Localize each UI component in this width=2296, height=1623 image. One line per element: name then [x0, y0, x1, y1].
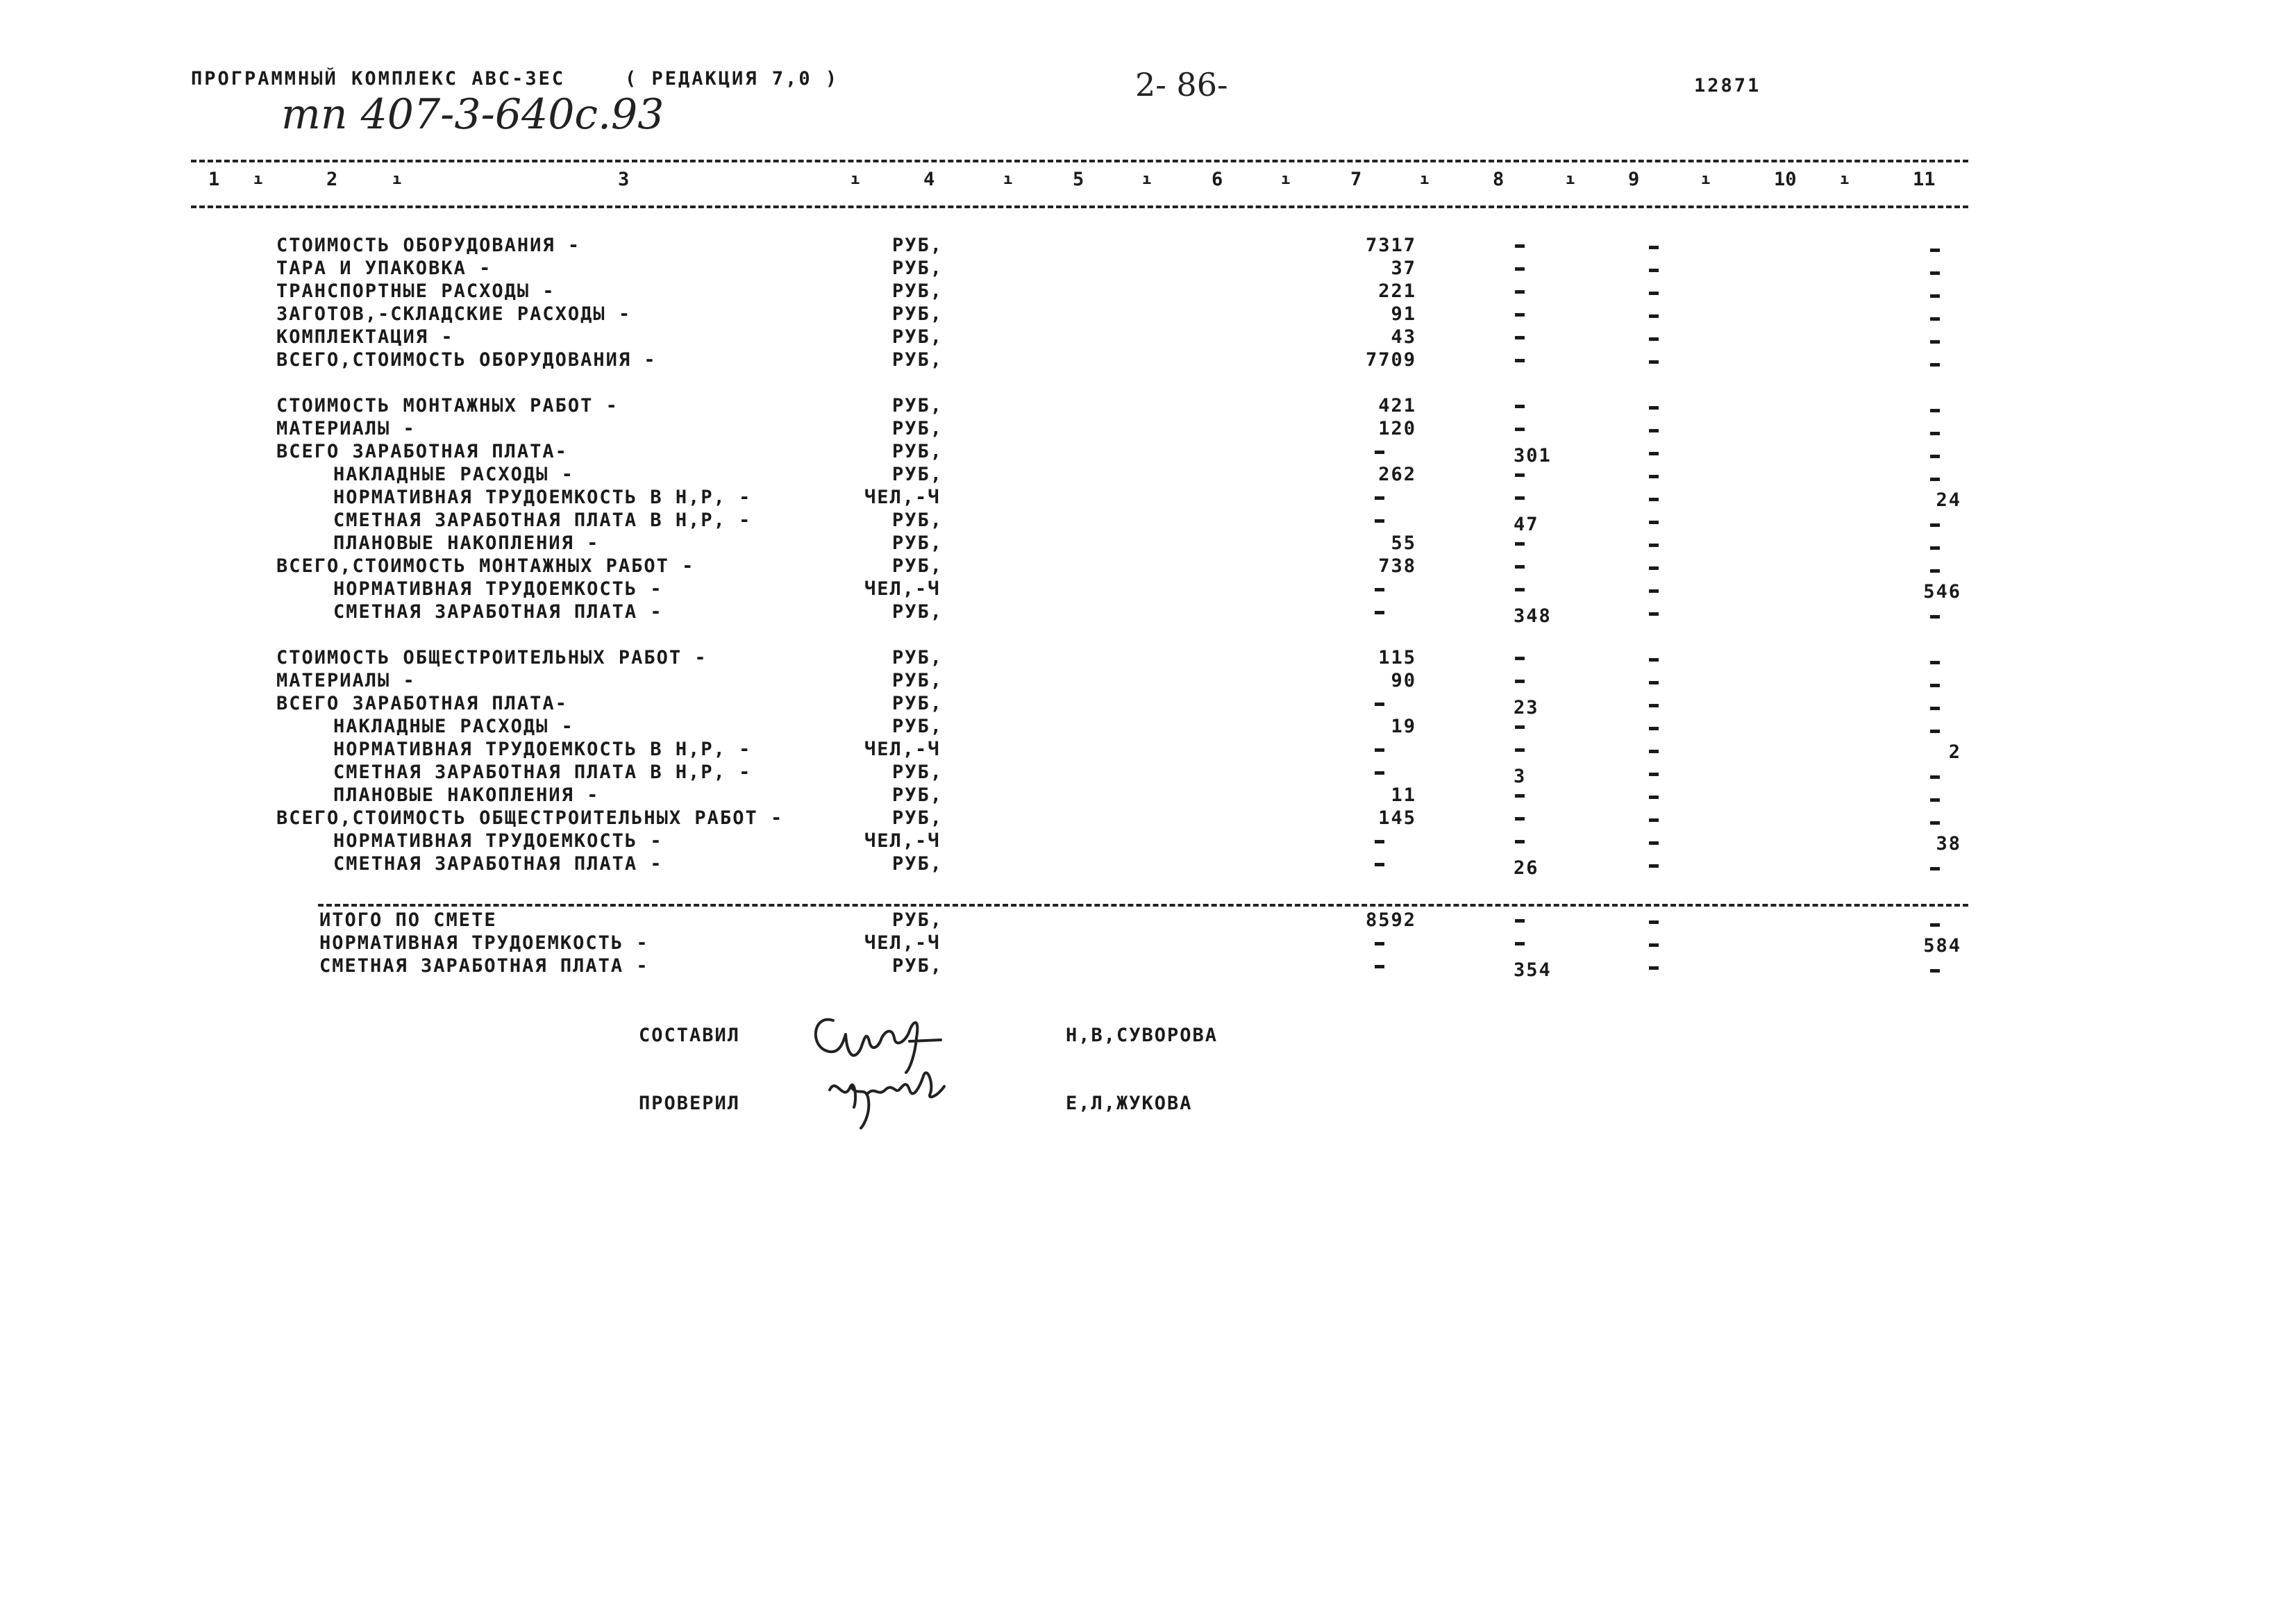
row-label: СТОИМОСТЬ МОНТАЖНЫХ РАБОТ -	[276, 395, 619, 417]
row-label: НАКЛАДНЫЕ РАСХОДЫ -	[333, 464, 574, 485]
cell-col7: 7709	[1365, 349, 1416, 371]
row-unit: РУБ,	[892, 716, 944, 737]
row-label: СТОИМОСТЬ ОБЩЕСТРОИТЕЛЬНЫХ РАБОТ -	[276, 647, 707, 668]
dash-col11	[1930, 969, 1940, 973]
column-header-6: 6	[1212, 169, 1223, 190]
row-unit: ЧЕЛ,-Ч	[864, 578, 941, 600]
row-unit: РУБ,	[892, 784, 944, 806]
dash-col11	[1930, 294, 1940, 298]
cell-col7: 115	[1378, 647, 1416, 668]
cell-col7: 8592	[1365, 909, 1416, 931]
compiled-label: СОСТАВИЛ	[639, 1025, 741, 1046]
dash-col8	[1515, 290, 1525, 294]
dash-col9	[1649, 246, 1659, 249]
dash-col11	[1930, 684, 1940, 687]
row-label: ВСЕГО,СТОИМОСТЬ ОБЩЕСТРОИТЕЛЬНЫХ РАБОТ -	[276, 807, 784, 829]
cell-col7: 421	[1378, 395, 1416, 417]
cell-col8: 301	[1514, 445, 1552, 466]
checked-name: Е,Л,ЖУКОВА	[1066, 1093, 1193, 1114]
cell-col7: 738	[1378, 555, 1416, 577]
row-label: НОРМАТИВНАЯ ТРУДОЕМКОСТЬ В Н,Р, -	[333, 487, 752, 508]
dash-col11	[1930, 730, 1940, 733]
row-unit: РУБ,	[892, 395, 944, 417]
dash-col7	[1375, 748, 1384, 752]
row-unit: РУБ,	[892, 762, 944, 783]
row-unit: РУБ,	[892, 955, 944, 977]
dash-col11	[1930, 923, 1940, 927]
dash-col8	[1515, 359, 1525, 362]
dash-col9	[1649, 864, 1659, 868]
dash-col8	[1515, 817, 1525, 821]
row-label: ПЛАНОВЫЕ НАКОПЛЕНИЯ -	[333, 532, 600, 554]
row-label: МАТЕРИАЛЫ -	[276, 418, 416, 439]
column-separator: ı	[253, 171, 263, 188]
row-label: ПЛАНОВЫЕ НАКОПЛЕНИЯ -	[333, 784, 600, 806]
row-unit: РУБ,	[892, 303, 944, 325]
cell-col11: 2	[1948, 741, 1961, 763]
dash-col8	[1515, 313, 1525, 317]
dash-col11	[1930, 478, 1940, 481]
column-header-10: 10	[1774, 169, 1797, 190]
row-unit: РУБ,	[892, 464, 944, 485]
row-unit: РУБ,	[892, 280, 944, 302]
dash-col9	[1649, 818, 1659, 822]
cell-col7: 43	[1391, 326, 1416, 348]
dash-col7	[1375, 942, 1384, 945]
dash-col7	[1375, 611, 1384, 614]
row-label: СМЕТНАЯ ЗАРАБОТНАЯ ПЛАТА -	[319, 955, 649, 977]
row-label: КОМПЛЕКТАЦИЯ -	[276, 326, 454, 348]
row-unit: РУБ,	[892, 909, 944, 931]
edition-label: ( РЕДАКЦИЯ 7,0 )	[625, 68, 839, 90]
column-header-7: 7	[1350, 169, 1362, 190]
dash-col11	[1930, 455, 1940, 458]
column-separator: ı	[1420, 171, 1430, 188]
dash-col8	[1515, 267, 1525, 271]
cell-col8: 348	[1514, 605, 1552, 627]
row-label: СМЕТНАЯ ЗАРАБОТНАЯ ПЛАТА В Н,Р, -	[333, 762, 752, 783]
dash-col11	[1930, 707, 1940, 710]
header-rule-top	[191, 160, 1968, 162]
dash-col9	[1649, 943, 1659, 947]
cell-col7: 91	[1391, 303, 1416, 325]
dash-col9	[1649, 750, 1659, 753]
cell-col8: 354	[1514, 959, 1552, 981]
row-label: НОРМАТИВНАЯ ТРУДОЕМКОСТЬ -	[333, 578, 663, 600]
dash-col11	[1930, 409, 1940, 412]
cell-col7: 19	[1391, 716, 1416, 737]
row-unit: РУБ,	[892, 555, 944, 577]
dash-col7	[1375, 496, 1384, 500]
dash-col11	[1930, 523, 1940, 527]
dash-col8	[1515, 680, 1525, 683]
row-label: СМЕТНАЯ ЗАРАБОТНАЯ ПЛАТА -	[333, 853, 663, 875]
dash-col9	[1649, 681, 1659, 684]
dash-col9	[1649, 269, 1659, 272]
column-separator: ı	[1142, 171, 1152, 188]
row-unit: РУБ,	[892, 326, 944, 348]
program-title: ПРОГРАММНЫЙ КОМПЛЕКС АВС-3ЕС	[191, 68, 566, 90]
row-label: ИТОГО ПО СМЕТЕ	[319, 909, 497, 931]
cell-col7: 262	[1378, 464, 1416, 485]
row-label: ВСЕГО ЗАРАБОТНАЯ ПЛАТА-	[276, 693, 568, 714]
column-header-1: 1	[208, 169, 220, 190]
dash-col8	[1515, 565, 1525, 569]
dash-col9	[1649, 966, 1659, 970]
row-label: ВСЕГО ЗАРАБОТНАЯ ПЛАТА-	[276, 441, 568, 462]
column-header-2: 2	[326, 169, 338, 190]
cell-col8: 23	[1514, 697, 1539, 718]
column-separator: ı	[1281, 171, 1291, 188]
dash-col11	[1930, 249, 1940, 252]
column-header-9: 9	[1628, 169, 1640, 190]
header-rule-bottom	[191, 205, 1968, 208]
row-label: ЗАГОТОВ,-СКЛАДСКИЕ РАСХОДЫ -	[276, 303, 632, 325]
row-unit: ЧЕЛ,-Ч	[864, 932, 941, 954]
checked-label: ПРОВЕРИЛ	[639, 1093, 741, 1114]
dash-col7	[1375, 519, 1384, 523]
dash-col7	[1375, 588, 1384, 591]
row-label: ВСЕГО,СТОИМОСТЬ МОНТАЖНЫХ РАБОТ -	[276, 555, 695, 577]
dash-col9	[1649, 612, 1659, 616]
row-unit: РУБ,	[892, 258, 944, 279]
row-unit: РУБ,	[892, 349, 944, 371]
column-separator: ı	[1701, 171, 1711, 188]
column-separator: ı	[1840, 171, 1850, 188]
column-header-4: 4	[923, 169, 935, 190]
cell-col8: 3	[1514, 766, 1527, 787]
cell-col7: 90	[1391, 670, 1416, 691]
cell-col8: 26	[1514, 857, 1539, 879]
dash-col11	[1930, 317, 1940, 321]
row-label: НОРМАТИВНАЯ ТРУДОЕМКОСТЬ -	[333, 830, 663, 852]
cell-col11: 38	[1936, 833, 1961, 855]
cell-col11: 24	[1936, 489, 1961, 511]
doc-code: 12871	[1694, 75, 1761, 96]
dash-col9	[1649, 727, 1659, 730]
dash-col9	[1649, 452, 1659, 455]
row-unit: РУБ,	[892, 235, 944, 256]
dash-col7	[1375, 840, 1384, 843]
column-separator: ı	[850, 171, 860, 188]
cell-col7: 145	[1378, 807, 1416, 829]
row-label: МАТЕРИАЛЫ -	[276, 670, 416, 691]
row-unit: ЧЕЛ,-Ч	[864, 830, 941, 852]
column-header-11: 11	[1913, 169, 1936, 190]
cell-col7: 120	[1378, 418, 1416, 439]
row-unit: РУБ,	[892, 601, 944, 623]
dash-col11	[1930, 546, 1940, 550]
row-unit: РУБ,	[892, 807, 944, 829]
row-label: СМЕТНАЯ ЗАРАБОТНАЯ ПЛАТА В Н,Р, -	[333, 510, 752, 531]
cell-col11: 546	[1923, 581, 1961, 603]
dash-col8	[1515, 794, 1525, 798]
column-separator: ı	[1003, 171, 1013, 188]
dash-col9	[1649, 544, 1659, 547]
column-separator: ı	[392, 171, 402, 188]
dash-col7	[1375, 451, 1384, 454]
dash-col11	[1930, 569, 1940, 573]
dash-col8	[1515, 473, 1525, 477]
dash-col8	[1515, 942, 1525, 945]
dash-col9	[1649, 337, 1659, 341]
dash-col8	[1515, 496, 1525, 500]
row-unit: ЧЕЛ,-Ч	[864, 487, 941, 508]
cell-col7: 11	[1391, 784, 1416, 806]
totals-rule	[318, 904, 1968, 907]
dash-col9	[1649, 429, 1659, 432]
cell-col8: 47	[1514, 514, 1539, 535]
dash-col8	[1515, 336, 1525, 339]
dash-col9	[1649, 796, 1659, 799]
row-unit: РУБ,	[892, 441, 944, 462]
row-unit: РУБ,	[892, 647, 944, 668]
dash-col11	[1930, 271, 1940, 275]
dash-col8	[1515, 657, 1525, 660]
dash-col9	[1649, 920, 1659, 924]
dash-col8	[1515, 244, 1525, 248]
dash-col9	[1649, 406, 1659, 410]
dash-col8	[1515, 748, 1525, 752]
dash-col9	[1649, 314, 1659, 318]
dash-col9	[1649, 475, 1659, 478]
dash-col11	[1930, 775, 1940, 779]
dash-col8	[1515, 405, 1525, 408]
dash-col9	[1649, 704, 1659, 707]
row-unit: РУБ,	[892, 670, 944, 691]
dash-col11	[1930, 798, 1940, 802]
column-header-8: 8	[1493, 169, 1505, 190]
cell-col7: 37	[1391, 258, 1416, 279]
dash-col9	[1649, 841, 1659, 845]
dash-col11	[1930, 363, 1940, 367]
row-label: СМЕТНАЯ ЗАРАБОТНАЯ ПЛАТА -	[333, 601, 663, 623]
cell-col7: 7317	[1365, 235, 1416, 256]
dash-col8	[1515, 725, 1525, 729]
row-label: ВСЕГО,СТОИМОСТЬ ОБОРУДОВАНИЯ -	[276, 349, 657, 371]
row-unit: РУБ,	[892, 418, 944, 439]
row-unit: РУБ,	[892, 532, 944, 554]
dash-col11	[1930, 615, 1940, 619]
column-separator: ı	[1566, 171, 1575, 188]
dash-col7	[1375, 771, 1384, 775]
row-label: НАКЛАДНЫЕ РАСХОДЫ -	[333, 716, 574, 737]
row-unit: РУБ,	[892, 510, 944, 531]
page-number: 2- 86-	[1135, 66, 1228, 103]
dash-col9	[1649, 566, 1659, 570]
dash-col9	[1649, 498, 1659, 501]
dash-col7	[1375, 863, 1384, 866]
dash-col9	[1649, 773, 1659, 776]
column-header-3: 3	[618, 169, 630, 190]
dash-col7	[1375, 703, 1384, 706]
dash-col9	[1649, 589, 1659, 593]
dash-col8	[1515, 840, 1525, 843]
dash-col9	[1649, 292, 1659, 295]
dash-col8	[1515, 428, 1525, 431]
dash-col9	[1649, 521, 1659, 524]
compiled-name: Н,В,СУВОРОВА	[1066, 1025, 1218, 1046]
dash-col8	[1515, 588, 1525, 591]
row-label: НОРМАТИВНАЯ ТРУДОЕМКОСТЬ В Н,Р, -	[333, 739, 752, 760]
dash-col7	[1375, 965, 1384, 968]
dash-col11	[1930, 821, 1940, 825]
handwritten-reference: тп 407-3-640с.93	[281, 90, 664, 139]
cell-col7: 221	[1378, 280, 1416, 302]
row-unit: РУБ,	[892, 853, 944, 875]
dash-col11	[1930, 661, 1940, 664]
checked-signature	[823, 1055, 955, 1132]
row-unit: ЧЕЛ,-Ч	[864, 739, 941, 760]
row-label: ТАРА И УПАКОВКА -	[276, 258, 492, 279]
dash-col11	[1930, 340, 1940, 344]
cell-col7: 55	[1391, 532, 1416, 554]
dash-col9	[1649, 360, 1659, 364]
checked-signature-text: Жукова	[823, 1055, 826, 1056]
row-label: ТРАНСПОРТНЫЕ РАСХОДЫ -	[276, 280, 555, 302]
dash-col11	[1930, 867, 1940, 871]
row-label: НОРМАТИВНАЯ ТРУДОЕМКОСТЬ -	[319, 932, 649, 954]
dash-col8	[1515, 919, 1525, 923]
column-header-5: 5	[1073, 169, 1084, 190]
cell-col11: 584	[1923, 935, 1961, 957]
row-label: СТОИМОСТЬ ОБОРУДОВАНИЯ -	[276, 235, 581, 256]
dash-col11	[1930, 432, 1940, 435]
dash-col9	[1649, 658, 1659, 662]
dash-col8	[1515, 542, 1525, 546]
row-unit: РУБ,	[892, 693, 944, 714]
